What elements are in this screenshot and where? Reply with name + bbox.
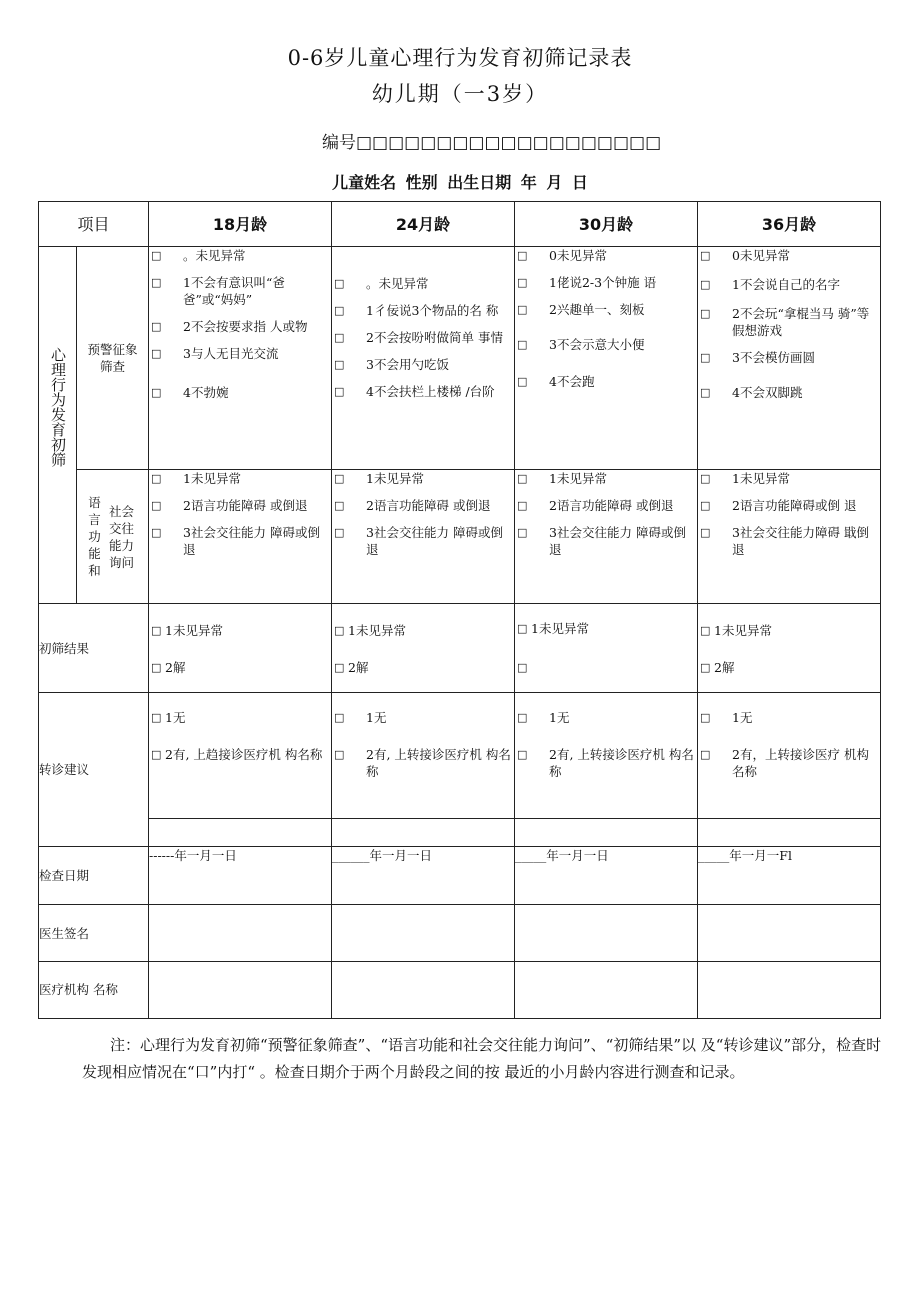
option-text: 2有, 上转接诊医疗机 构名称: [366, 747, 511, 779]
form-title: 0-6岁儿童心理行为发育初筛记录表: [287, 46, 633, 70]
option[interactable]: [515, 524, 697, 558]
option[interactable]: [149, 709, 331, 726]
language-cell-18: [149, 470, 332, 604]
checkbox-icon[interactable]: □: [151, 347, 162, 360]
referral-cell-36: [698, 693, 881, 819]
option[interactable]: [515, 336, 697, 353]
checkbox-icon[interactable]: □: [151, 499, 162, 512]
option-text: 2不会玩“拿棍当马 骑”等假想游戏: [732, 306, 870, 338]
option[interactable]: [698, 524, 880, 558]
option-text: 0未见异常: [732, 248, 790, 263]
institution-cell-30[interactable]: [515, 962, 698, 1019]
option[interactable]: [698, 659, 880, 676]
option[interactable]: [515, 620, 697, 637]
option-text: 1无: [732, 710, 753, 725]
result-cell-36: [698, 604, 881, 693]
option-text: 2有, 上转接诊医疗机 构名称: [549, 747, 694, 779]
date-label: 检查日期: [39, 847, 149, 905]
option-text: 3不会模仿画圆: [732, 350, 815, 365]
warning-cell-18: [149, 247, 332, 470]
doctor-row: [39, 905, 881, 962]
option[interactable]: [515, 247, 697, 264]
checkbox-icon[interactable]: □: [334, 624, 345, 637]
checkbox-icon[interactable]: □: [151, 526, 162, 539]
option-text: 1未见异常: [183, 471, 241, 486]
warning-cell-36: [698, 247, 881, 470]
checkbox-icon[interactable]: □: [517, 375, 528, 388]
option[interactable]: [698, 470, 880, 487]
checkbox-icon[interactable]: □: [700, 526, 711, 539]
language-label-b: 社会交往能力询问: [108, 503, 134, 570]
referral-cell-18: [149, 693, 332, 819]
option[interactable]: [149, 659, 331, 676]
referral-blank-24[interactable]: [332, 819, 515, 847]
serial-number: [322, 128, 661, 153]
checkbox-icon[interactable]: □: [700, 386, 711, 399]
option-text: 2解: [348, 660, 369, 675]
option[interactable]: [515, 497, 697, 514]
option-text: 2语言功能障碍 或倒退: [549, 498, 674, 513]
col-item-header: 项目: [39, 202, 149, 247]
institution-cell-36[interactable]: [698, 962, 881, 1019]
warning-cell-24: [332, 247, 515, 470]
checkbox-icon[interactable]: □: [517, 472, 528, 485]
option[interactable]: [149, 746, 331, 763]
option[interactable]: [698, 746, 880, 780]
checkbox-icon[interactable]: □: [517, 661, 528, 674]
doctor-cell-36[interactable]: [698, 905, 881, 962]
date-cell-24[interactable]: ______年一月一日: [332, 847, 515, 905]
col-age-30: 30月龄: [515, 202, 698, 247]
option[interactable]: [332, 329, 514, 346]
checkbox-icon[interactable]: □: [151, 711, 162, 724]
checkbox-icon[interactable]: □: [334, 277, 345, 290]
option[interactable]: [515, 373, 697, 390]
checkbox-icon[interactable]: □: [517, 622, 528, 635]
serial-label: 编号: [322, 133, 356, 153]
checkbox-icon[interactable]: □: [334, 304, 345, 317]
footnote: [82, 1032, 882, 1086]
checkbox-icon[interactable]: □: [151, 249, 162, 262]
option-text: 0未见异常: [549, 248, 607, 263]
option[interactable]: [149, 247, 331, 264]
checkbox-icon[interactable]: □: [151, 661, 162, 674]
language-label-a: 语言功能和: [88, 495, 101, 578]
checkbox-icon[interactable]: □: [700, 499, 711, 512]
option-text: 。未见异常: [366, 276, 429, 291]
screening-table: [38, 201, 881, 1019]
option[interactable]: [332, 746, 514, 780]
option-text: 1彳佞说3个物品的名 称: [366, 303, 499, 318]
date-cell-30[interactable]: _____年一月一日: [515, 847, 698, 905]
checkbox-icon[interactable]: □: [517, 711, 528, 724]
section-label: 心理行为发育初筛: [49, 347, 67, 467]
option[interactable]: [149, 274, 331, 308]
referral-row: [39, 693, 881, 819]
option[interactable]: [332, 524, 514, 558]
option-text: 3社会交往能力障碍 戢倒退: [732, 525, 869, 557]
checkbox-icon[interactable]: □: [517, 338, 528, 351]
option[interactable]: [332, 709, 514, 726]
checkbox-icon[interactable]: □: [151, 276, 162, 289]
option[interactable]: [149, 524, 331, 558]
language-cell-30: [515, 470, 698, 604]
language-label: [77, 470, 149, 604]
checkbox-icon[interactable]: □: [334, 331, 345, 344]
option-text: 2语言功能障碍或倒 退: [732, 498, 857, 513]
checkbox-icon[interactable]: □: [700, 711, 711, 724]
option-text: 1无: [165, 710, 186, 725]
option[interactable]: [332, 470, 514, 487]
section-label-cell: [39, 247, 77, 604]
option[interactable]: [515, 746, 697, 780]
checkbox-icon[interactable]: □: [334, 711, 345, 724]
checkbox-icon[interactable]: □: [517, 499, 528, 512]
referral-cell-30: [515, 693, 698, 819]
option[interactable]: [332, 302, 514, 319]
option[interactable]: [149, 622, 331, 639]
checkbox-icon[interactable]: □: [334, 748, 345, 761]
checkbox-icon[interactable]: □: [517, 526, 528, 539]
result-cell-18: [149, 604, 332, 693]
checkbox-icon[interactable]: □: [334, 385, 345, 398]
checkbox-icon[interactable]: □: [334, 661, 345, 674]
doctor-cell-30[interactable]: [515, 905, 698, 962]
option-text: 2解: [165, 660, 186, 675]
result-row: [39, 604, 881, 693]
warning-label-text: 预警征象筛查: [87, 342, 138, 374]
option[interactable]: [332, 497, 514, 514]
warning-label: [77, 247, 149, 470]
option-text: 1未见异常: [714, 623, 772, 638]
checkbox-icon[interactable]: □: [700, 472, 711, 485]
child-info-line: 儿童姓名 性别 出生日期 年 月 日: [332, 173, 588, 192]
institution-label: 医疗机构 名称: [39, 962, 149, 1019]
header-row: [39, 202, 881, 247]
warning-cell-30: [515, 247, 698, 470]
option-text: 1未见异常: [165, 623, 223, 638]
option[interactable]: [698, 247, 880, 264]
option-text: 4不勃婉: [183, 385, 229, 400]
checkbox-icon[interactable]: □: [700, 249, 711, 262]
checkbox-icon[interactable]: □: [700, 351, 711, 364]
option-text: 2有，上转接诊医疗 机构名称: [732, 747, 869, 779]
date-cell-36[interactable]: _____年一月一Fl: [698, 847, 881, 905]
referral-blank-36[interactable]: [698, 819, 881, 847]
doctor-cell-24[interactable]: [332, 905, 515, 962]
option[interactable]: [515, 709, 697, 726]
checkbox-icon[interactable]: □: [700, 748, 711, 761]
option-text: 1无: [549, 710, 570, 725]
option[interactable]: [698, 384, 880, 401]
referral-blank-30[interactable]: [515, 819, 698, 847]
col-age-24: 24月龄: [332, 202, 515, 247]
checkbox-icon[interactable]: □: [700, 661, 711, 674]
checkbox-icon[interactable]: □: [700, 307, 711, 320]
option-text: 3社会交往能力 障碍或倒退: [549, 525, 686, 557]
option-text: 1未见异常: [549, 471, 607, 486]
checkbox-icon[interactable]: □: [151, 748, 162, 761]
doctor-cell-18[interactable]: [149, 905, 332, 962]
option-text: 1未见异常: [366, 471, 424, 486]
option[interactable]: [332, 659, 514, 676]
option-text: 3与人无目光交流: [183, 346, 279, 361]
checkbox-icon[interactable]: □: [700, 278, 711, 291]
col-age-18: 18月龄: [149, 202, 332, 247]
date-row: [39, 847, 881, 905]
option-text: 。未见异常: [183, 248, 246, 263]
checkbox-icon[interactable]: □: [151, 320, 162, 333]
checkbox-icon[interactable]: □: [517, 276, 528, 289]
serial-boxes[interactable]: □□□□□□□□□□□□□□□□□□□: [356, 133, 662, 153]
option-text: 2兴趣单一、刻板: [549, 302, 645, 317]
checkbox-icon[interactable]: □: [334, 499, 345, 512]
option-text: 1未见异常: [531, 621, 589, 636]
col-age-36: 36月龄: [698, 202, 881, 247]
option-text: 1未见异常: [348, 623, 406, 638]
option[interactable]: [332, 356, 514, 373]
checkbox-icon[interactable]: □: [517, 303, 528, 316]
option-text: 1未见异常: [732, 471, 790, 486]
referral-label: 转诊建议: [39, 693, 149, 847]
option[interactable]: [515, 470, 697, 487]
institution-cell-18[interactable]: [149, 962, 332, 1019]
option-text: 2语言功能障碍 或倒退: [183, 498, 308, 513]
option-text: 2解: [714, 660, 735, 675]
option-text: 4不会跑: [549, 374, 595, 389]
institution-row: [39, 962, 881, 1019]
option[interactable]: [332, 275, 514, 292]
option-text: 3社会交往能力 障碍或倒退: [366, 525, 503, 557]
option-text: 4不会扶栏上楼梯 /台阶: [366, 384, 495, 399]
checkbox-icon[interactable]: □: [517, 249, 528, 262]
referral-cell-24: [332, 693, 515, 819]
option[interactable]: [515, 301, 697, 318]
checkbox-icon[interactable]: □: [700, 624, 711, 637]
option[interactable]: [698, 497, 880, 514]
option-text: 3社会交往能力 障碍或倒退: [183, 525, 320, 557]
institution-cell-24[interactable]: [332, 962, 515, 1019]
option[interactable]: [698, 305, 880, 339]
checkbox-icon[interactable]: □: [151, 472, 162, 485]
footnote-text: 注：心理行为发育初筛“预警征象筛查”、“语言功能和社会交往能力询问”、“初筛结果”以 及“转诊建议”部分，检查时发现相应情况在“口”内打“ 。检查日期介于两个月龄段之间的按 最近的小月龄内容进行测查和记录。: [82, 1036, 882, 1081]
doctor-label: 医生签名: [39, 905, 149, 962]
result-cell-30: [515, 604, 698, 693]
option-text: 3不会示意大小便: [549, 337, 645, 352]
option[interactable]: [149, 470, 331, 487]
checkbox-icon[interactable]: □: [334, 526, 345, 539]
option[interactable]: [515, 274, 697, 291]
option-text: 2有, 上趋接诊医疗机 构名称: [165, 747, 323, 762]
option-text: 2不会按吩咐做简单 事情: [366, 330, 503, 345]
checkbox-icon[interactable]: □: [151, 624, 162, 637]
result-label: 初筛结果: [39, 604, 149, 693]
option-text: 1无: [366, 710, 387, 725]
option[interactable]: [332, 383, 514, 400]
form-subtitle: 幼儿期（一3岁）: [371, 82, 549, 106]
checkbox-icon[interactable]: □: [334, 358, 345, 371]
language-cell-24: [332, 470, 515, 604]
option-text: 1不会有意识叫“爸爸”或“妈妈”: [183, 275, 285, 307]
checkbox-icon[interactable]: □: [334, 472, 345, 485]
option[interactable]: [149, 497, 331, 514]
referral-blank-row: [39, 819, 881, 847]
option-text: 4不会双脚跳: [732, 385, 803, 400]
option[interactable]: [149, 345, 331, 362]
option-text: 2语言功能障碍 或倒退: [366, 498, 491, 513]
result-cell-24: [332, 604, 515, 693]
language-row: [39, 470, 881, 604]
option[interactable]: [698, 709, 880, 726]
option-text: 1不会说自己的名字: [732, 277, 840, 292]
date-cell-18[interactable]: ------年一月一日: [149, 847, 332, 905]
option-text: 1佬说2-3个钟施 语: [549, 275, 657, 290]
warning-row: [39, 247, 881, 470]
option[interactable]: [332, 622, 514, 639]
option-text: 3不会用勺吃饭: [366, 357, 449, 372]
referral-blank-18[interactable]: [149, 819, 332, 847]
checkbox-icon[interactable]: □: [517, 748, 528, 761]
language-cell-36: [698, 470, 881, 604]
option[interactable]: [698, 349, 880, 366]
checkbox-icon[interactable]: □: [151, 386, 162, 399]
option-text: 2不会按要求指 人或物: [183, 319, 308, 334]
option[interactable]: [698, 622, 880, 639]
option[interactable]: [698, 276, 880, 293]
option[interactable]: [149, 384, 331, 401]
option[interactable]: [149, 318, 331, 335]
